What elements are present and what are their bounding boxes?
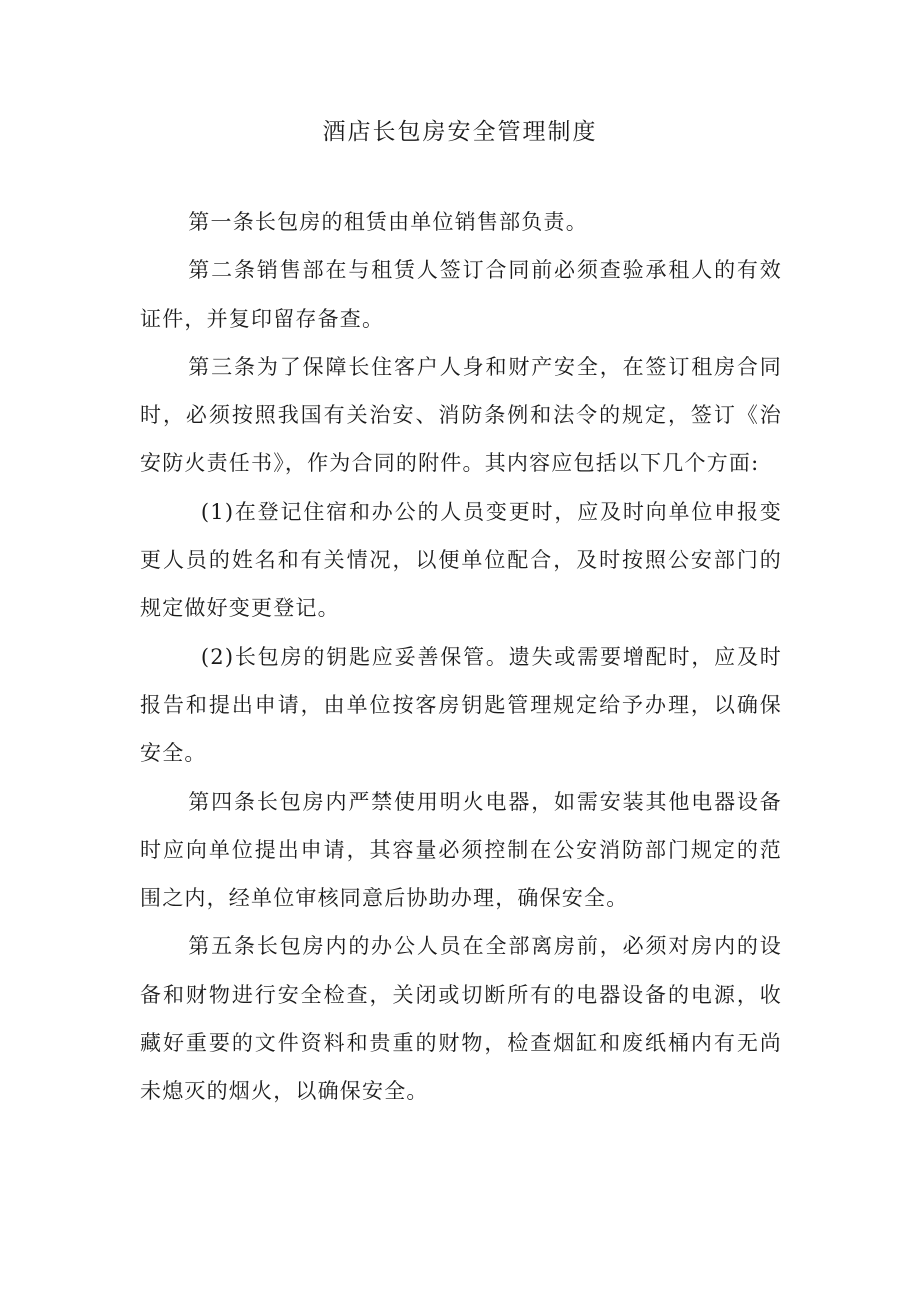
document-title: 酒店长包房安全管理制度 xyxy=(322,119,598,145)
article-3-item-1-paragraph: (1)在登记住宿和办公的人员变更时，应及时向单位申报变更人员的姓名和有关情况，以便单位配合，及时按照公安部门的规定做好变更登记。 xyxy=(140,499,782,621)
article-5-paragraph: 第五条长包房内的办公人员在全部离房前，必须对房内的设备和财物进行安全检查，关闭或切断所有的电器设备的电源，收藏好重要的文件资料和贵重的财物，检查烟缸和废纸桶内有无尚未熄灭的烟火，以确保安全。 xyxy=(140,934,782,1104)
article-3-paragraph: 第三条为了保障长住客户人身和财产安全，在签订租房合同时，必须按照我国有关治安、消防条例和法令的规定，签订《治安防火责任书》，作为合同的附件。其内容应包括以下几个方面: xyxy=(140,354,782,476)
article-4-paragraph: 第四条长包房内严禁使用明火电器，如需安装其他电器设备时应向单位提出申请，其容量必须控制在公安消防部门规定的范围之内，经单位审核同意后协助办理，确保安全。 xyxy=(140,789,782,911)
article-2-paragraph: 第二条销售部在与租赁人签订合同前必须查验承租人的有效证件，并复印留存备查。 xyxy=(140,258,782,331)
article-1-paragraph: 第一条长包房的租赁由单位销售部负责。 xyxy=(188,210,588,234)
document-body xyxy=(140,198,782,1116)
article-3-item-2-paragraph: (2)长包房的钥匙应妥善保管。遗失或需要增配时，应及时报告和提出申请，由单位按客房钥匙管理规定给予办理，以确保安全。 xyxy=(140,644,782,766)
